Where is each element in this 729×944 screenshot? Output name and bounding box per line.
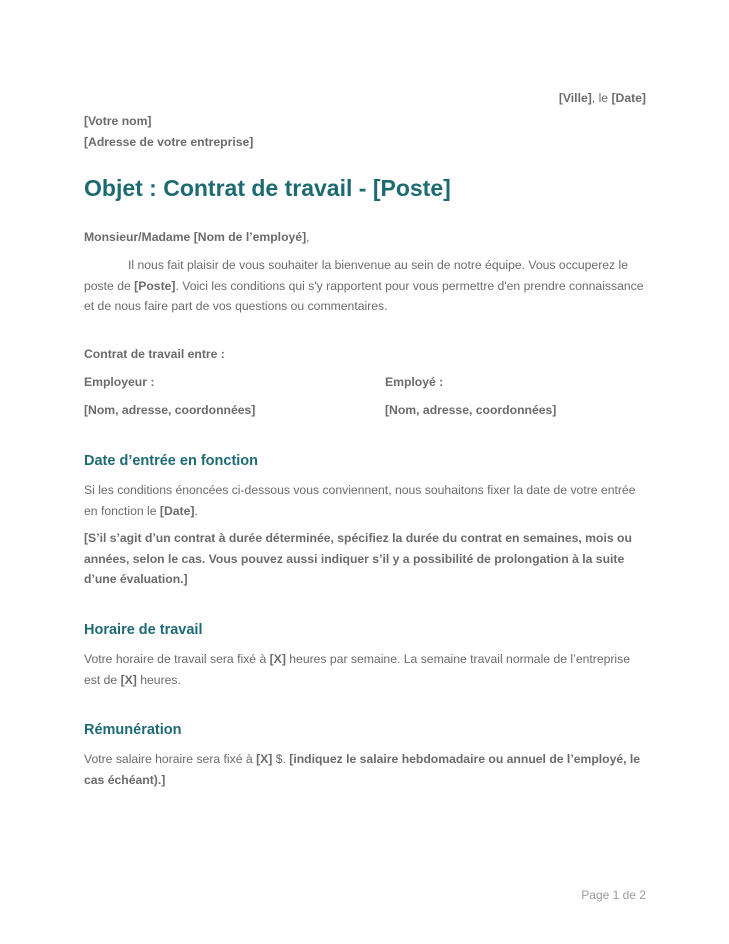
intro-text-1: Il nous fait plaisir de vous souhaiter la bienvenue au sein de notre équipe. Vous occuperez le poste de [84, 258, 629, 293]
date-placeholder: [Date] [611, 91, 646, 105]
start-date-placeholder: [Date] [159, 503, 195, 518]
sender-block [84, 111, 253, 153]
sender-name: [Votre nom] [84, 114, 152, 128]
pay-paragraph [84, 749, 646, 790]
pay-rate-placeholder: [X] [256, 752, 273, 766]
employee-label: Employé : [385, 375, 444, 389]
start-date-text: Si les conditions énoncées ci-dessous vous conviennent, nous souhaitons fixer la date de votre entrée en fonction le [84, 483, 636, 518]
greeting [84, 229, 310, 245]
intro-text-2: . Voici les conditions qui s'y rapportent pour vous permettre d'en prendre connaissance et de nous faire part de vos questions ou commentaires. [84, 278, 644, 313]
pay-text-2: $. [272, 752, 290, 766]
employee-value: [Nom, adresse, coordonnées] [385, 403, 557, 417]
intro-paragraph [84, 255, 646, 317]
schedule-hours-placeholder: [X] [269, 652, 286, 666]
start-date-heading: Date d’entrée en fonction [84, 453, 259, 469]
schedule-paragraph [84, 649, 646, 690]
city-placeholder: [Ville] [558, 91, 592, 105]
date-separator: , le [591, 91, 612, 105]
page-number: Page 1 de 2 [581, 888, 646, 902]
employer-value: [Nom, adresse, coordonnées] [84, 403, 256, 417]
pay-heading: Rémunération [84, 722, 182, 738]
greeting-salutation: Monsieur/Madame [Nom de l’employé] [84, 230, 307, 244]
pay-note: [indiquez le salaire hebdomadaire ou annuel de l’employé, le cas échéant).] [84, 752, 641, 787]
greeting-comma: , [306, 230, 310, 244]
letter-title: Objet : Contrat de travail - [Poste] [84, 175, 451, 201]
sender-address: [Adresse de votre entreprise] [84, 135, 254, 149]
start-date-note: [S’il s’agit d’un contrat à durée déterminée, spécifiez la durée du contrat en semaines, mois ou années, selon le cas. Vous pouvez aussi indiquer s’il y a possibilité de prolongation à la suite d’une évaluation.] [84, 531, 632, 586]
date-line [559, 90, 646, 106]
intro-poste: [Poste] [134, 278, 176, 293]
schedule-text-2: heures par semaine. La semaine travail normale de l’entreprise est de [84, 652, 631, 687]
schedule-text-1: Votre horaire de travail sera fixé à [84, 652, 270, 666]
pay-text-1: Votre salaire horaire sera fixé à [84, 752, 257, 766]
employer-label: Employeur : [84, 375, 155, 389]
contract-label: Contrat de travail entre : [84, 347, 225, 361]
schedule-text-3: heures. [136, 672, 181, 687]
schedule-heading: Horaire de travail [84, 622, 203, 638]
start-date-period: . [194, 503, 198, 518]
schedule-normal-hours-placeholder: [X] [120, 672, 137, 687]
start-date-paragraph [84, 480, 646, 521]
